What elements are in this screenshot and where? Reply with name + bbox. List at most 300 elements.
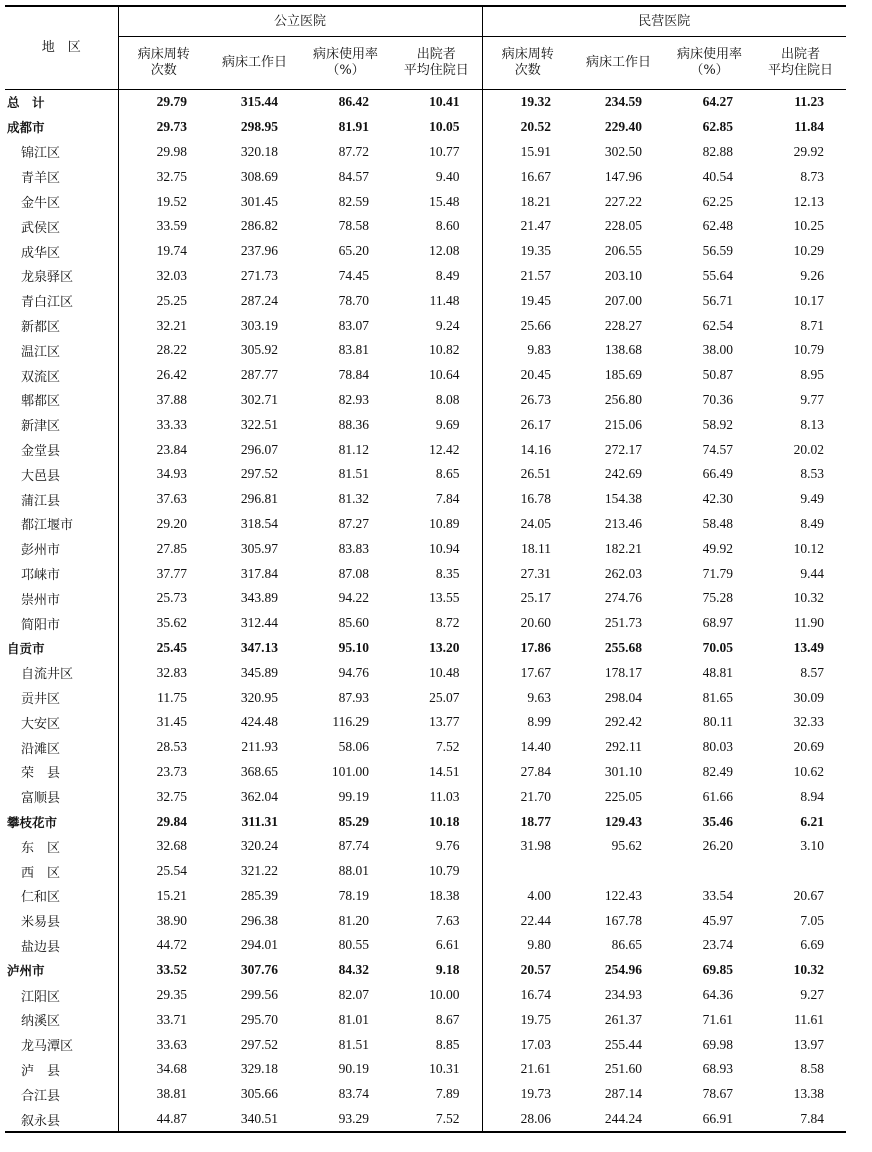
value-cell: 4.00 [527,887,552,903]
region-name: 自流井区 [5,660,118,685]
value-cell: 23.84 [156,441,187,457]
value-cell: 211.93 [241,739,278,755]
table-row [5,859,846,884]
value-cell: 138.68 [604,342,643,358]
value-cell: 85.29 [338,813,369,829]
value-cell: 3.10 [800,838,825,854]
table-row [5,735,846,760]
value-cell: 251.73 [604,615,643,631]
table-row [5,1032,846,1057]
region-name: 武侯区 [5,214,118,239]
value-cell: 80.03 [702,739,734,755]
value-cell: 10.32 [793,590,825,606]
value-cell: 32.03 [156,267,187,283]
value-cell: 34.93 [156,466,187,482]
table-row [5,512,846,537]
value-cell: 32.33 [793,714,825,730]
value-cell: 19.45 [520,292,552,308]
value-cell: 31.98 [520,838,552,854]
region-name: 青白江区 [5,288,118,313]
value-cell: 256.80 [604,391,643,407]
value-cell: 25.45 [156,639,187,655]
value-cell: 129.43 [604,813,643,829]
value-cell: 329.18 [240,1061,278,1077]
value-cell: 19.52 [156,193,187,209]
value-cell: 18.77 [520,813,552,829]
private-usage-rate-header: 病床使用率 （%） [664,37,755,90]
value-cell: 10.64 [391,363,482,388]
value-cell: 10.82 [391,338,482,363]
value-cell: 28.22 [156,342,187,358]
value-cell: 17.67 [520,664,552,680]
region-name: 龙泉驿区 [5,264,118,289]
value-cell: 56.71 [702,292,734,308]
value-cell: 285.39 [240,887,278,903]
value-cell: 87.74 [338,838,369,854]
value-cell: 20.57 [520,962,552,978]
value-cell: 62.54 [702,317,734,333]
value-cell: 19.32 [520,94,552,110]
table-row [5,90,846,115]
value-cell: 7.89 [391,1082,482,1107]
value-cell: 7.52 [391,735,482,760]
value-cell: 8.49 [391,264,482,289]
value-cell: 45.97 [702,912,734,928]
value-cell: 296.38 [240,912,278,928]
table-row [5,1057,846,1082]
private-turnover-header: 病床周转 次数 [482,37,573,90]
value-cell: 9.24 [391,313,482,338]
value-cell: 10.31 [391,1057,482,1082]
value-cell: 254.96 [604,962,643,978]
value-cell: 99.19 [338,788,369,804]
region-name: 金堂县 [5,437,118,462]
value-cell: 82.93 [338,391,369,407]
value-cell: 10.05 [391,115,482,140]
value-cell: 8.94 [800,788,825,804]
table-row [5,685,846,710]
value-cell: 320.95 [240,689,278,705]
value-cell: 71.79 [702,565,734,581]
region-name: 龙马潭区 [5,1032,118,1057]
region-name: 贡井区 [5,685,118,710]
value-cell: 234.59 [604,94,643,110]
value-cell: 29.79 [156,94,187,110]
value-cell: 122.43 [604,887,643,903]
value-cell: 305.66 [240,1086,278,1102]
value-cell: 10.25 [793,218,825,234]
value-cell: 321.22 [240,863,278,879]
value-cell: 58.92 [702,416,734,432]
region-name: 大邑县 [5,462,118,487]
value-cell: 74.57 [702,441,734,457]
value-cell: 30.09 [793,689,825,705]
value-cell: 343.89 [240,590,278,606]
value-cell: 8.65 [391,462,482,487]
value-cell: 32.68 [156,838,187,854]
value-cell: 20.45 [520,367,552,383]
region-name: 总 计 [5,90,118,115]
value-cell: 10.17 [793,292,825,308]
value-cell: 10.79 [391,859,482,884]
value-cell: 9.44 [800,565,825,581]
region-name: 泸州市 [5,958,118,983]
value-cell: 88.36 [338,416,369,432]
value-cell: 18.38 [391,884,482,909]
value-cell: 225.05 [604,788,643,804]
value-cell: 20.69 [793,739,825,755]
table-row [5,933,846,958]
region-name: 盐边县 [5,933,118,958]
value-cell: 116.29 [332,714,369,730]
value-cell: 362.04 [240,788,278,804]
region-name: 温江区 [5,338,118,363]
value-cell: 299.56 [240,987,278,1003]
value-cell: 61.66 [702,788,734,804]
value-cell: 8.58 [800,1061,825,1077]
value-cell: 13.55 [391,586,482,611]
value-cell: 95.10 [338,639,369,655]
region-name: 简阳市 [5,611,118,636]
value-cell: 234.93 [604,987,643,1003]
value-cell: 10.12 [793,540,825,556]
public-avg-stay-header: 出院者 平均住院日 [391,37,482,90]
value-cell: 6.21 [800,813,825,829]
region-name: 江阳区 [5,983,118,1008]
value-cell: 32.75 [156,168,187,184]
table-row [5,115,846,140]
value-cell: 29.73 [156,119,187,135]
value-cell: 10.79 [793,342,825,358]
region-name: 合江县 [5,1082,118,1107]
table-row [5,908,846,933]
table-row [5,1007,846,1032]
value-cell: 33.63 [156,1036,187,1052]
value-cell: 242.69 [604,466,643,482]
region-name: 泸 县 [5,1057,118,1082]
value-cell: 38.81 [156,1086,187,1102]
value-cell: 303.19 [240,317,278,333]
value-cell: 294.01 [240,937,278,953]
value-cell: 22.44 [520,912,552,928]
value-cell: 87.72 [338,143,369,159]
value-cell: 13.20 [391,636,482,661]
value-cell: 83.81 [338,342,369,358]
value-cell: 33.54 [702,887,734,903]
value-cell: 14.51 [391,760,482,785]
value-cell: 33.33 [156,416,187,432]
value-cell: 203.10 [604,267,643,283]
value-cell: 7.84 [755,1107,846,1133]
value-cell: 32.75 [156,788,187,804]
value-cell: 18.21 [520,193,552,209]
region-name: 彭州市 [5,536,118,561]
value-cell: 27.84 [520,763,552,779]
table-row [5,809,846,834]
table-row [5,536,846,561]
table-row [5,487,846,512]
header-row-columns [5,37,846,90]
value-cell: 11.75 [157,689,187,705]
value-cell: 298.04 [604,689,643,705]
value-cell: 295.70 [240,1011,278,1027]
value-cell: 7.84 [391,487,482,512]
value-cell: 33.71 [156,1011,187,1027]
value-cell: 90.19 [338,1061,369,1077]
value-cell: 9.49 [800,491,825,507]
value-cell: 167.78 [604,912,643,928]
value-cell: 35.46 [702,813,734,829]
value-cell: 27.31 [520,565,552,581]
value-cell: 10.00 [391,983,482,1008]
value-cell: 28.06 [482,1107,573,1133]
region-name: 都江堰市 [5,512,118,537]
value-cell: 34.68 [156,1061,187,1077]
value-cell: 6.61 [391,933,482,958]
value-cell: 70.05 [702,639,734,655]
value-cell: 37.88 [156,391,187,407]
table-row [5,760,846,785]
value-cell: 10.41 [391,90,482,115]
value-cell: 84.32 [338,962,369,978]
value-cell: 10.62 [793,763,825,779]
value-cell: 65.20 [338,243,369,259]
table-row [5,784,846,809]
value-cell: 78.58 [338,218,369,234]
value-cell: 8.35 [391,561,482,586]
value-cell: 10.77 [391,140,482,165]
table-row [5,313,846,338]
table-row [5,660,846,685]
value-cell: 24.05 [520,515,552,531]
region-name: 锦江区 [5,140,118,165]
value-cell: 15.91 [520,143,552,159]
hospital-bed-stats-table [5,5,846,1133]
region-name: 东 区 [5,834,118,859]
value-cell: 9.40 [391,164,482,189]
table-row [5,363,846,388]
region-name: 攀枝花市 [5,809,118,834]
value-cell: 10.29 [793,243,825,259]
value-cell [755,859,846,884]
value-cell: 8.57 [800,664,825,680]
region-name: 叙永县 [5,1107,118,1133]
value-cell: 13.38 [793,1086,825,1102]
value-cell: 20.52 [520,119,552,135]
value-cell: 48.81 [702,664,734,680]
value-cell: 68.97 [702,615,734,631]
value-cell: 81.01 [338,1011,369,1027]
value-cell: 87.08 [338,565,369,581]
value-cell: 368.65 [240,763,278,779]
value-cell: 81.51 [338,1036,369,1052]
value-cell: 8.73 [800,168,825,184]
value-cell: 11.23 [794,94,825,110]
value-cell: 206.55 [604,243,643,259]
value-cell: 78.84 [338,367,369,383]
value-cell: 272.17 [604,441,643,457]
region-name: 金牛区 [5,189,118,214]
value-cell: 29.84 [156,813,187,829]
region-name: 蒲江县 [5,487,118,512]
value-cell: 20.60 [520,615,552,631]
table-row [5,214,846,239]
value-cell: 286.82 [240,218,278,234]
value-cell: 27.85 [156,540,187,556]
public-hospital-header: 公立医院 [118,6,482,37]
value-cell: 305.92 [240,342,278,358]
value-cell: 8.85 [391,1032,482,1057]
value-cell: 322.51 [240,416,278,432]
value-cell: 13.97 [793,1036,825,1052]
value-cell: 94.76 [338,664,369,680]
value-cell: 16.78 [520,491,552,507]
value-cell: 78.67 [702,1086,734,1102]
region-name: 沿滩区 [5,735,118,760]
table-row [5,388,846,413]
table-row [5,288,846,313]
value-cell: 78.70 [338,292,369,308]
value-cell: 251.60 [604,1061,643,1077]
value-cell: 56.59 [702,243,734,259]
value-cell: 93.29 [300,1107,391,1133]
value-cell: 302.71 [240,391,278,407]
value-cell: 345.89 [240,664,278,680]
value-cell: 14.40 [520,739,552,755]
value-cell: 62.48 [702,218,734,234]
region-name: 成都市 [5,115,118,140]
value-cell: 29.98 [156,143,187,159]
value-cell: 287.77 [240,367,278,383]
value-cell: 237.96 [240,243,278,259]
value-cell: 347.13 [240,639,278,655]
value-cell: 185.69 [604,367,643,383]
value-cell: 320.24 [240,838,278,854]
value-cell: 292.42 [604,714,643,730]
value-cell: 81.32 [338,491,369,507]
value-cell: 80.11 [703,714,734,730]
public-turnover-header: 病床周转 次数 [118,37,209,90]
value-cell: 6.69 [800,937,825,953]
value-cell: 31.45 [156,714,187,730]
table-row [5,412,846,437]
value-cell: 244.24 [573,1107,664,1133]
public-usage-rate-header: 病床使用率 （%） [300,37,391,90]
value-cell: 32.21 [156,317,187,333]
value-cell: 19.35 [520,243,552,259]
value-cell: 19.74 [156,243,187,259]
value-cell: 23.74 [702,937,734,953]
value-cell: 82.07 [338,987,369,1003]
value-cell [573,859,664,884]
value-cell: 301.10 [604,763,643,779]
value-cell: 26.51 [520,466,552,482]
value-cell: 81.12 [338,441,369,457]
value-cell: 10.48 [391,660,482,685]
value-cell: 301.45 [240,193,278,209]
value-cell: 11.61 [794,1011,825,1027]
value-cell: 20.67 [793,887,825,903]
value-cell: 315.44 [240,94,278,110]
table-row [5,611,846,636]
value-cell: 12.13 [793,193,825,209]
value-cell: 81.65 [702,689,734,705]
value-cell: 88.01 [338,863,369,879]
value-cell: 87.27 [338,515,369,531]
value-cell: 9.77 [800,391,825,407]
value-cell: 29.20 [156,515,187,531]
value-cell: 49.92 [702,540,734,556]
value-cell: 340.51 [209,1107,300,1133]
table-row [5,636,846,661]
region-name: 崇州市 [5,586,118,611]
value-cell: 29.35 [156,987,187,1003]
value-cell: 21.47 [520,218,552,234]
value-cell: 7.05 [800,912,825,928]
region-name: 邛崃市 [5,561,118,586]
value-cell: 9.26 [800,267,825,283]
table-row [5,338,846,363]
value-cell: 70.36 [702,391,734,407]
value-cell: 32.83 [156,664,187,680]
value-cell: 81.91 [338,119,369,135]
value-cell: 305.97 [240,540,278,556]
value-cell: 18.11 [521,540,552,556]
value-cell: 9.69 [391,412,482,437]
value-cell: 74.45 [338,267,369,283]
value-cell: 78.19 [338,887,369,903]
value-cell: 8.72 [391,611,482,636]
value-cell: 64.27 [702,94,734,110]
value-cell: 19.75 [520,1011,552,1027]
value-cell: 229.40 [604,119,643,135]
value-cell: 55.64 [702,267,734,283]
value-cell: 15.48 [391,189,482,214]
value-cell: 83.07 [338,317,369,333]
value-cell: 21.57 [520,267,552,283]
value-cell: 8.13 [800,416,825,432]
value-cell: 25.17 [520,590,552,606]
value-cell: 8.08 [391,388,482,413]
value-cell: 178.17 [604,664,643,680]
region-header: 地 区 [5,6,118,90]
table-body [5,90,846,1133]
value-cell: 8.71 [800,317,825,333]
value-cell: 25.25 [156,292,187,308]
value-cell: 28.53 [156,739,187,755]
value-cell: 26.42 [156,367,187,383]
table-row [5,140,846,165]
value-cell: 227.22 [604,193,643,209]
table-row [5,884,846,909]
value-cell: 182.21 [604,540,643,556]
table-row [5,834,846,859]
value-cell: 58.48 [702,515,734,531]
value-cell: 44.87 [118,1107,209,1133]
value-cell: 287.24 [240,292,278,308]
value-cell: 9.18 [391,958,482,983]
table-row [5,462,846,487]
value-cell: 297.52 [240,1036,278,1052]
value-cell: 33.59 [156,218,187,234]
value-cell: 271.73 [240,267,278,283]
value-cell: 262.03 [604,565,643,581]
value-cell: 12.42 [391,437,482,462]
value-cell: 82.49 [702,763,734,779]
table-row [5,561,846,586]
value-cell: 50.87 [702,367,734,383]
table-row [5,710,846,735]
